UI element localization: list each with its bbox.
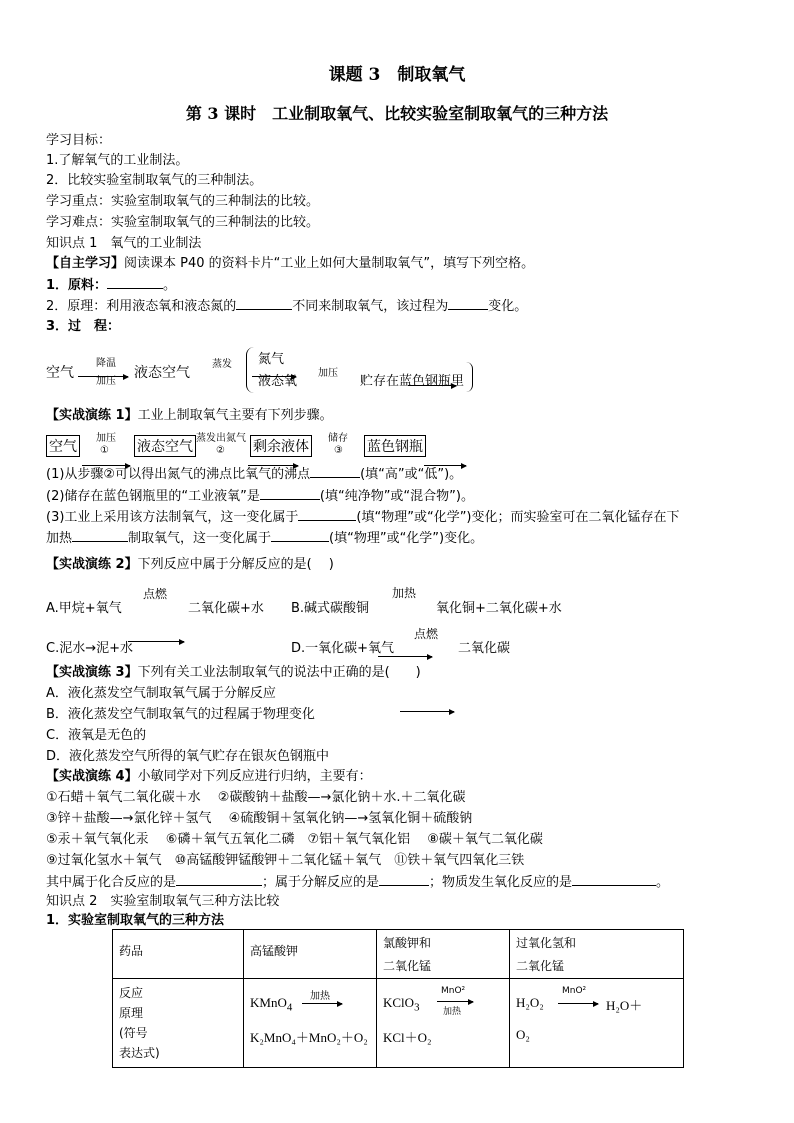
- answer-blank[interactable]: [236, 297, 292, 310]
- kp2-heading: 知识点 2 实验室制取氧气三种方法比较: [46, 894, 280, 909]
- formula: O₂: [516, 1027, 530, 1042]
- kp2-sub: 1．实验室制取氧气的三种方法: [46, 913, 225, 928]
- goals-label: 学习目标：: [46, 133, 112, 148]
- formula-sub: 3: [414, 1001, 420, 1014]
- q-text: (3)工业上采用该方法制氧气，这一变化属于: [46, 510, 299, 525]
- q-text: ；属于分解反应的是: [262, 875, 380, 890]
- formula: KMnO: [250, 995, 287, 1010]
- header-line: 二氧化锰: [383, 959, 432, 973]
- step-cond: 储存: [328, 433, 348, 444]
- answer-blank[interactable]: [176, 873, 262, 886]
- q-text: 制取氧气，这一变化属于: [128, 531, 272, 546]
- step-box: 剩余液体: [250, 435, 312, 457]
- step-cond: 加压: [96, 433, 116, 444]
- q-text: (填“高”或“低”)。: [360, 467, 463, 482]
- option-text: 二氧化碳+水: [188, 601, 264, 616]
- header-line: 过氧化氢和: [516, 936, 577, 950]
- step-cond: 蒸发出氮气: [196, 433, 246, 444]
- reaction-row: ⑤汞＋氧气氧化汞 ⑥磷＋氧气五氧化二磷 ⑦铝＋氧气氧化铝 ⑧碳＋氧气二氧化碳: [46, 832, 543, 847]
- formula: H₂O＋: [606, 998, 643, 1013]
- q2-end: 变化。: [488, 299, 528, 314]
- process-storage: 贮存在蓝色钢瓶里: [360, 374, 465, 389]
- reaction-arrow: [558, 1003, 598, 1004]
- q-text: ；物质发生氧化反应的是: [429, 875, 573, 890]
- step-num: ②: [216, 445, 225, 456]
- q2-mid: 不同来制取氧气，该过程为: [292, 299, 449, 314]
- formula: KClO: [383, 995, 415, 1010]
- q-text: (填“物理”或“化学”)变化。: [329, 531, 484, 546]
- q2-start: 2．原理：利用液态氧和液态氮的: [46, 299, 237, 314]
- option: B．液化蒸发空气制取氧气的过程属于物理变化: [46, 707, 315, 722]
- answer-blank[interactable]: [260, 487, 320, 500]
- reaction-cond: MnO²: [441, 986, 466, 996]
- ex4-text: 小敏同学对下列反应进行归纳，主要有：: [137, 769, 372, 784]
- label-line: 反应: [119, 986, 144, 1000]
- answer-blank[interactable]: [379, 873, 429, 886]
- self-study: [46, 255, 534, 273]
- ex4-tag: 【实战演练 4】: [46, 769, 138, 784]
- reaction-arrow: [302, 1003, 342, 1004]
- reaction-cond: 加热: [310, 991, 330, 1002]
- q-text: 加热: [46, 531, 73, 546]
- process-cond: 蒸发: [212, 359, 232, 370]
- table-header-cell: [510, 930, 684, 979]
- table-row-label: [113, 979, 244, 1068]
- kp1-q1: [46, 276, 176, 295]
- ex1-q2: [46, 487, 474, 506]
- ex1-q3: [46, 508, 680, 527]
- formula: H₂O₂: [516, 995, 544, 1010]
- ex3-text: 下列有关工业法制取氧气的说法中正确的是( ): [137, 665, 421, 680]
- process-air: 空气: [46, 365, 74, 381]
- process-nitrogen: 氮气: [258, 352, 285, 367]
- goal-item: 2．比较实验室制取氧气的三种制法。: [46, 173, 263, 188]
- label-line: (符号: [119, 1026, 148, 1040]
- page-title: 课题 3 制取氧气: [328, 65, 466, 85]
- ex4-prompt: [46, 768, 372, 786]
- ex1-q1: [46, 465, 462, 484]
- ex2-tag: 【实战演练 2】: [46, 557, 138, 572]
- ex1-q3-cont: [46, 529, 483, 548]
- kp1-q2: [46, 297, 527, 316]
- self-study-tag: 【自主学习】: [46, 256, 125, 271]
- step-num: ③: [334, 445, 343, 456]
- reaction-cond: MnO²: [562, 986, 587, 996]
- process-liquid-air: 液态空气: [134, 365, 190, 381]
- table-header-cell: 药品: [113, 930, 244, 979]
- label-line: 表达式): [119, 1046, 160, 1060]
- reaction-arrow: [378, 656, 432, 657]
- q-text: 其中属于化合反应的是: [46, 875, 177, 890]
- ex1-text: 工业上制取氧气主要有下列步骤。: [137, 408, 333, 423]
- reaction-cond: 加热: [392, 586, 417, 600]
- left-brace: [246, 347, 255, 393]
- ex4-question: [46, 873, 669, 892]
- ex1-prompt: [46, 407, 333, 425]
- reaction-arrow: [128, 641, 184, 642]
- reaction-row: ①石蜡＋氧气二氧化碳＋水 ②碳酸钠＋盐酸—→氯化钠＋水.＋二氧化碳: [46, 790, 466, 805]
- process-cond: 降温: [96, 358, 116, 369]
- ex3-tag: 【实战演练 3】: [46, 665, 138, 680]
- q-text: (1)从步骤②可以得出氮气的沸点比氧气的沸点: [46, 467, 311, 482]
- header-line: 氯酸钾和: [383, 936, 432, 950]
- q-text: (填“物理”或“化学”)变化；而实验室可在二氧化锰存在下: [356, 510, 680, 525]
- table-header-cell: [377, 930, 510, 979]
- step-num: ①: [100, 445, 109, 456]
- key-point: 学习重点：实验室制取氧气的三种制法的比较。: [46, 194, 320, 209]
- ex3-prompt: [46, 664, 421, 682]
- option-text: A.甲烷+氧气: [46, 601, 122, 616]
- answer-blank[interactable]: [271, 529, 329, 542]
- kp1-heading: 知识点 1 氧气的工业制法: [46, 236, 202, 251]
- option-text: D.一氧化碳+氧气: [291, 641, 395, 656]
- reaction-cond: 点燃: [143, 587, 168, 601]
- ex2-option-c: C.泥水→泥+水: [46, 641, 133, 656]
- option: C．液氧是无色的: [46, 728, 147, 743]
- reaction-arrow: [400, 711, 454, 712]
- answer-blank[interactable]: [572, 873, 656, 886]
- ex1-tag: 【实战演练 1】: [46, 408, 138, 423]
- methods-table: [112, 929, 684, 1068]
- step-box: 液态空气: [134, 435, 196, 457]
- step-box: 空气: [46, 435, 80, 457]
- table-row: [113, 979, 684, 1068]
- right-brace: [466, 362, 473, 392]
- option-text: 氧化铜+二氧化碳+水: [436, 601, 562, 616]
- answer-blank[interactable]: [72, 529, 128, 542]
- q1-end: 。: [163, 278, 177, 293]
- reaction-arrow: [437, 1001, 473, 1002]
- option-text: B.碱式碳酸铜: [291, 601, 370, 616]
- q-text: (填“纯净物”或“混合物”)。: [319, 489, 474, 504]
- answer-blank[interactable]: [310, 465, 360, 478]
- header-line: 二氧化锰: [516, 959, 565, 973]
- page-subtitle: 第 3 课时 工业制取氧气、比较实验室制取氧气的三种方法: [185, 104, 609, 123]
- label-line: 原理: [119, 1006, 144, 1020]
- option-text: 二氧化碳: [458, 641, 511, 656]
- reaction-row: ③锌＋盐酸—→氯化锌＋氢气 ④硫酸铜＋氢氧化钠—→氢氧化铜＋硫酸钠: [46, 811, 473, 826]
- process-cond: 加压: [318, 368, 338, 379]
- difficulty: 学习难点：实验室制取氧气的三种制法的比较。: [46, 215, 320, 230]
- reaction-cond: 加热: [443, 1007, 462, 1017]
- process-cond: 加压: [96, 376, 116, 387]
- formula: KCl＋O₂: [383, 1030, 432, 1045]
- table-cell: [377, 979, 510, 1068]
- table-row: [113, 930, 684, 979]
- formula: K₂MnO₄＋MnO₂＋O₂: [250, 1030, 368, 1045]
- q-text: (2)储存在蓝色钢瓶里的“工业液氧”是: [46, 489, 260, 504]
- self-study-text: 阅读课本 P40 的资料卡片“工业上如何大量制取氧气”，填写下列空格。: [124, 256, 535, 271]
- goal-item: 1.了解氧气的工业制法。: [46, 153, 189, 168]
- q1-label: 1．原料：: [46, 278, 108, 293]
- reaction-cond: 点燃: [414, 627, 439, 641]
- q-text: 。: [656, 875, 670, 890]
- formula-sub: 4: [286, 1001, 293, 1014]
- step-box: 蓝色钢瓶: [364, 435, 426, 457]
- option: D．液化蒸发空气所得的氧气贮存在银灰色钢瓶中: [46, 749, 330, 764]
- reaction-row: ⑨过氧化氢水＋氧气 ⑩高锰酸钾锰酸钾＋二氧化锰＋氧气 ⑪铁＋氧气四氧化三铁: [46, 853, 525, 868]
- ex2-text: 下列反应中属于分解反应的是( ): [137, 557, 334, 572]
- answer-blank[interactable]: [298, 508, 356, 521]
- table-cell: [510, 979, 684, 1068]
- q3-label: 3．过 程：: [46, 319, 121, 334]
- option: A．液化蒸发空气制取氧气属于分解反应: [46, 686, 276, 701]
- table-header-cell: 高锰酸钾: [244, 930, 377, 979]
- ex2-prompt: [46, 556, 334, 574]
- answer-blank[interactable]: [107, 276, 163, 289]
- table-cell: [244, 979, 377, 1068]
- process-liquid-oxygen: 液态氧: [258, 374, 298, 389]
- answer-blank[interactable]: [448, 297, 488, 310]
